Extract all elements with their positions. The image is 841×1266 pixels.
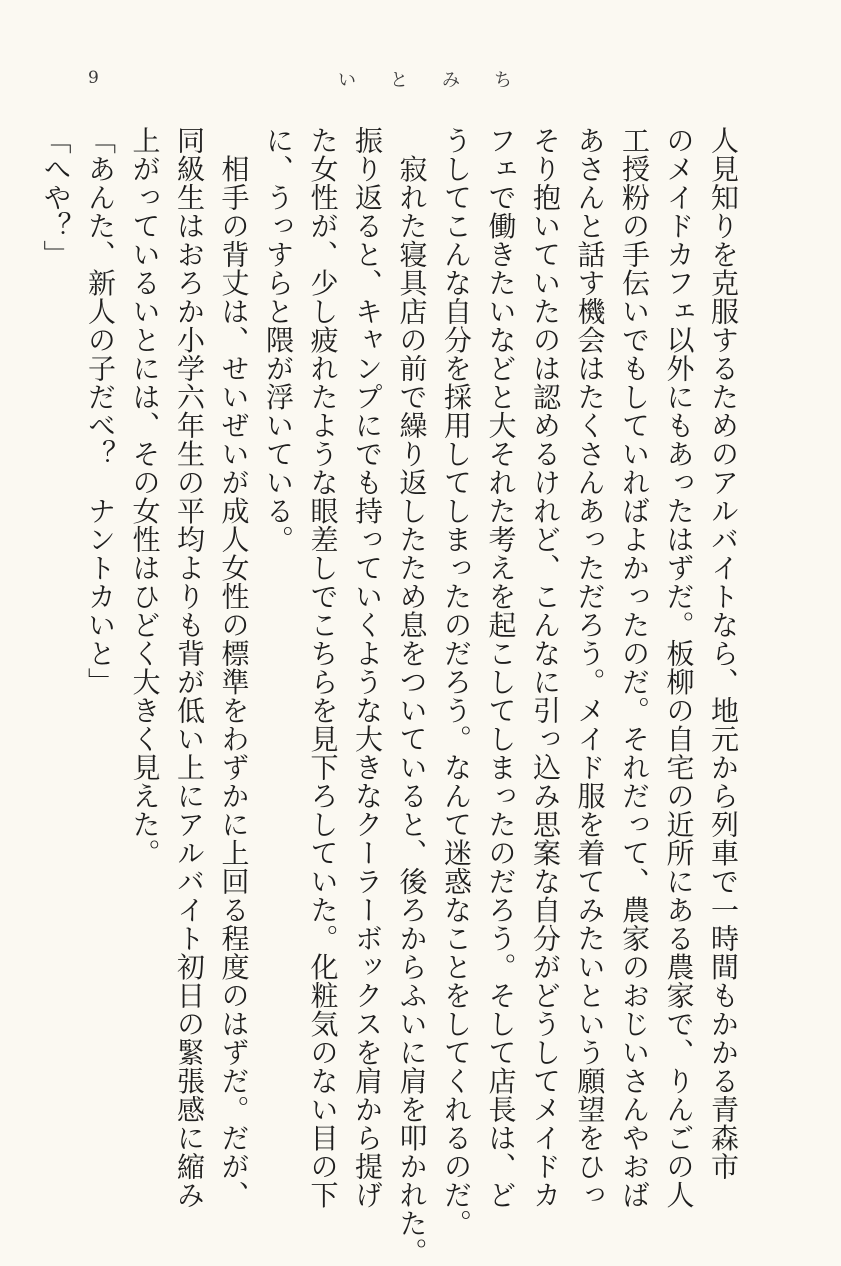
text-line: のメイドカフェ以外にもあったはずだ。板柳の自宅の近所にある農家で、りんごの人 (662, 126, 696, 1209)
text-line: 相手の背丈は、せいぜいが成人女性の標準をわずかに上回る程度のはずだ。だが、 (217, 126, 251, 1209)
text-line: た女性が、少し疲れたような眼差しでこちらを見下ろしていた。化粧気のない目の下 (306, 126, 340, 1209)
text-line: 同級生はおろか小学六年生の平均よりも背が低い上にアルバイト初日の緊張感に縮み (173, 126, 206, 1209)
text-line: 寂れた寝具店の前で繰り返したため息をついていると、後ろからふいに肩を叩かれた。 (395, 126, 429, 1266)
text-line: フェで働きたいなどと大それた考えを起こしてしまったのだろう。そして店長は、ど (484, 126, 518, 1209)
text-line: 振り返ると、キャンプにでも持っていくような大きなクーラーボックスを肩から提げ (351, 126, 384, 1209)
text-line: 工授粉の手伝いでもしていればよかったのだ。それだって、農家のおじいさんやおば (618, 126, 651, 1209)
text-line: 人見知りを克服するためのアルバイトなら、地元から列車で一時間もかかる青森市 (707, 126, 740, 1181)
text-line: 上がっているいとには、その女性はひどく大きく見えた。 (128, 126, 162, 867)
text-line: に、うっすらと隈が浮いている。 (262, 126, 295, 554)
dialogue-line: 「へや？」 (39, 126, 73, 269)
text-line: そり抱いていたのは認めるけれど、こんなに引っ込み思案な自分がどうしてメイドカ (529, 126, 562, 1209)
text-line: うしてこんな自分を採用してしまったのだろう。なんて迷惑なことをしてくれるのだ。 (440, 126, 473, 1238)
body-text (39, 126, 745, 1266)
dialogue-line: 「あんた、新人の子だべ？ ナントカいと」 (84, 126, 117, 696)
text-line: あさんと話す機会はたくさんあっただろう。メイド服を着てみたいという願望をひっ (573, 126, 607, 1209)
running-title: いとみち (338, 70, 546, 91)
page-number: 9 (88, 68, 99, 88)
